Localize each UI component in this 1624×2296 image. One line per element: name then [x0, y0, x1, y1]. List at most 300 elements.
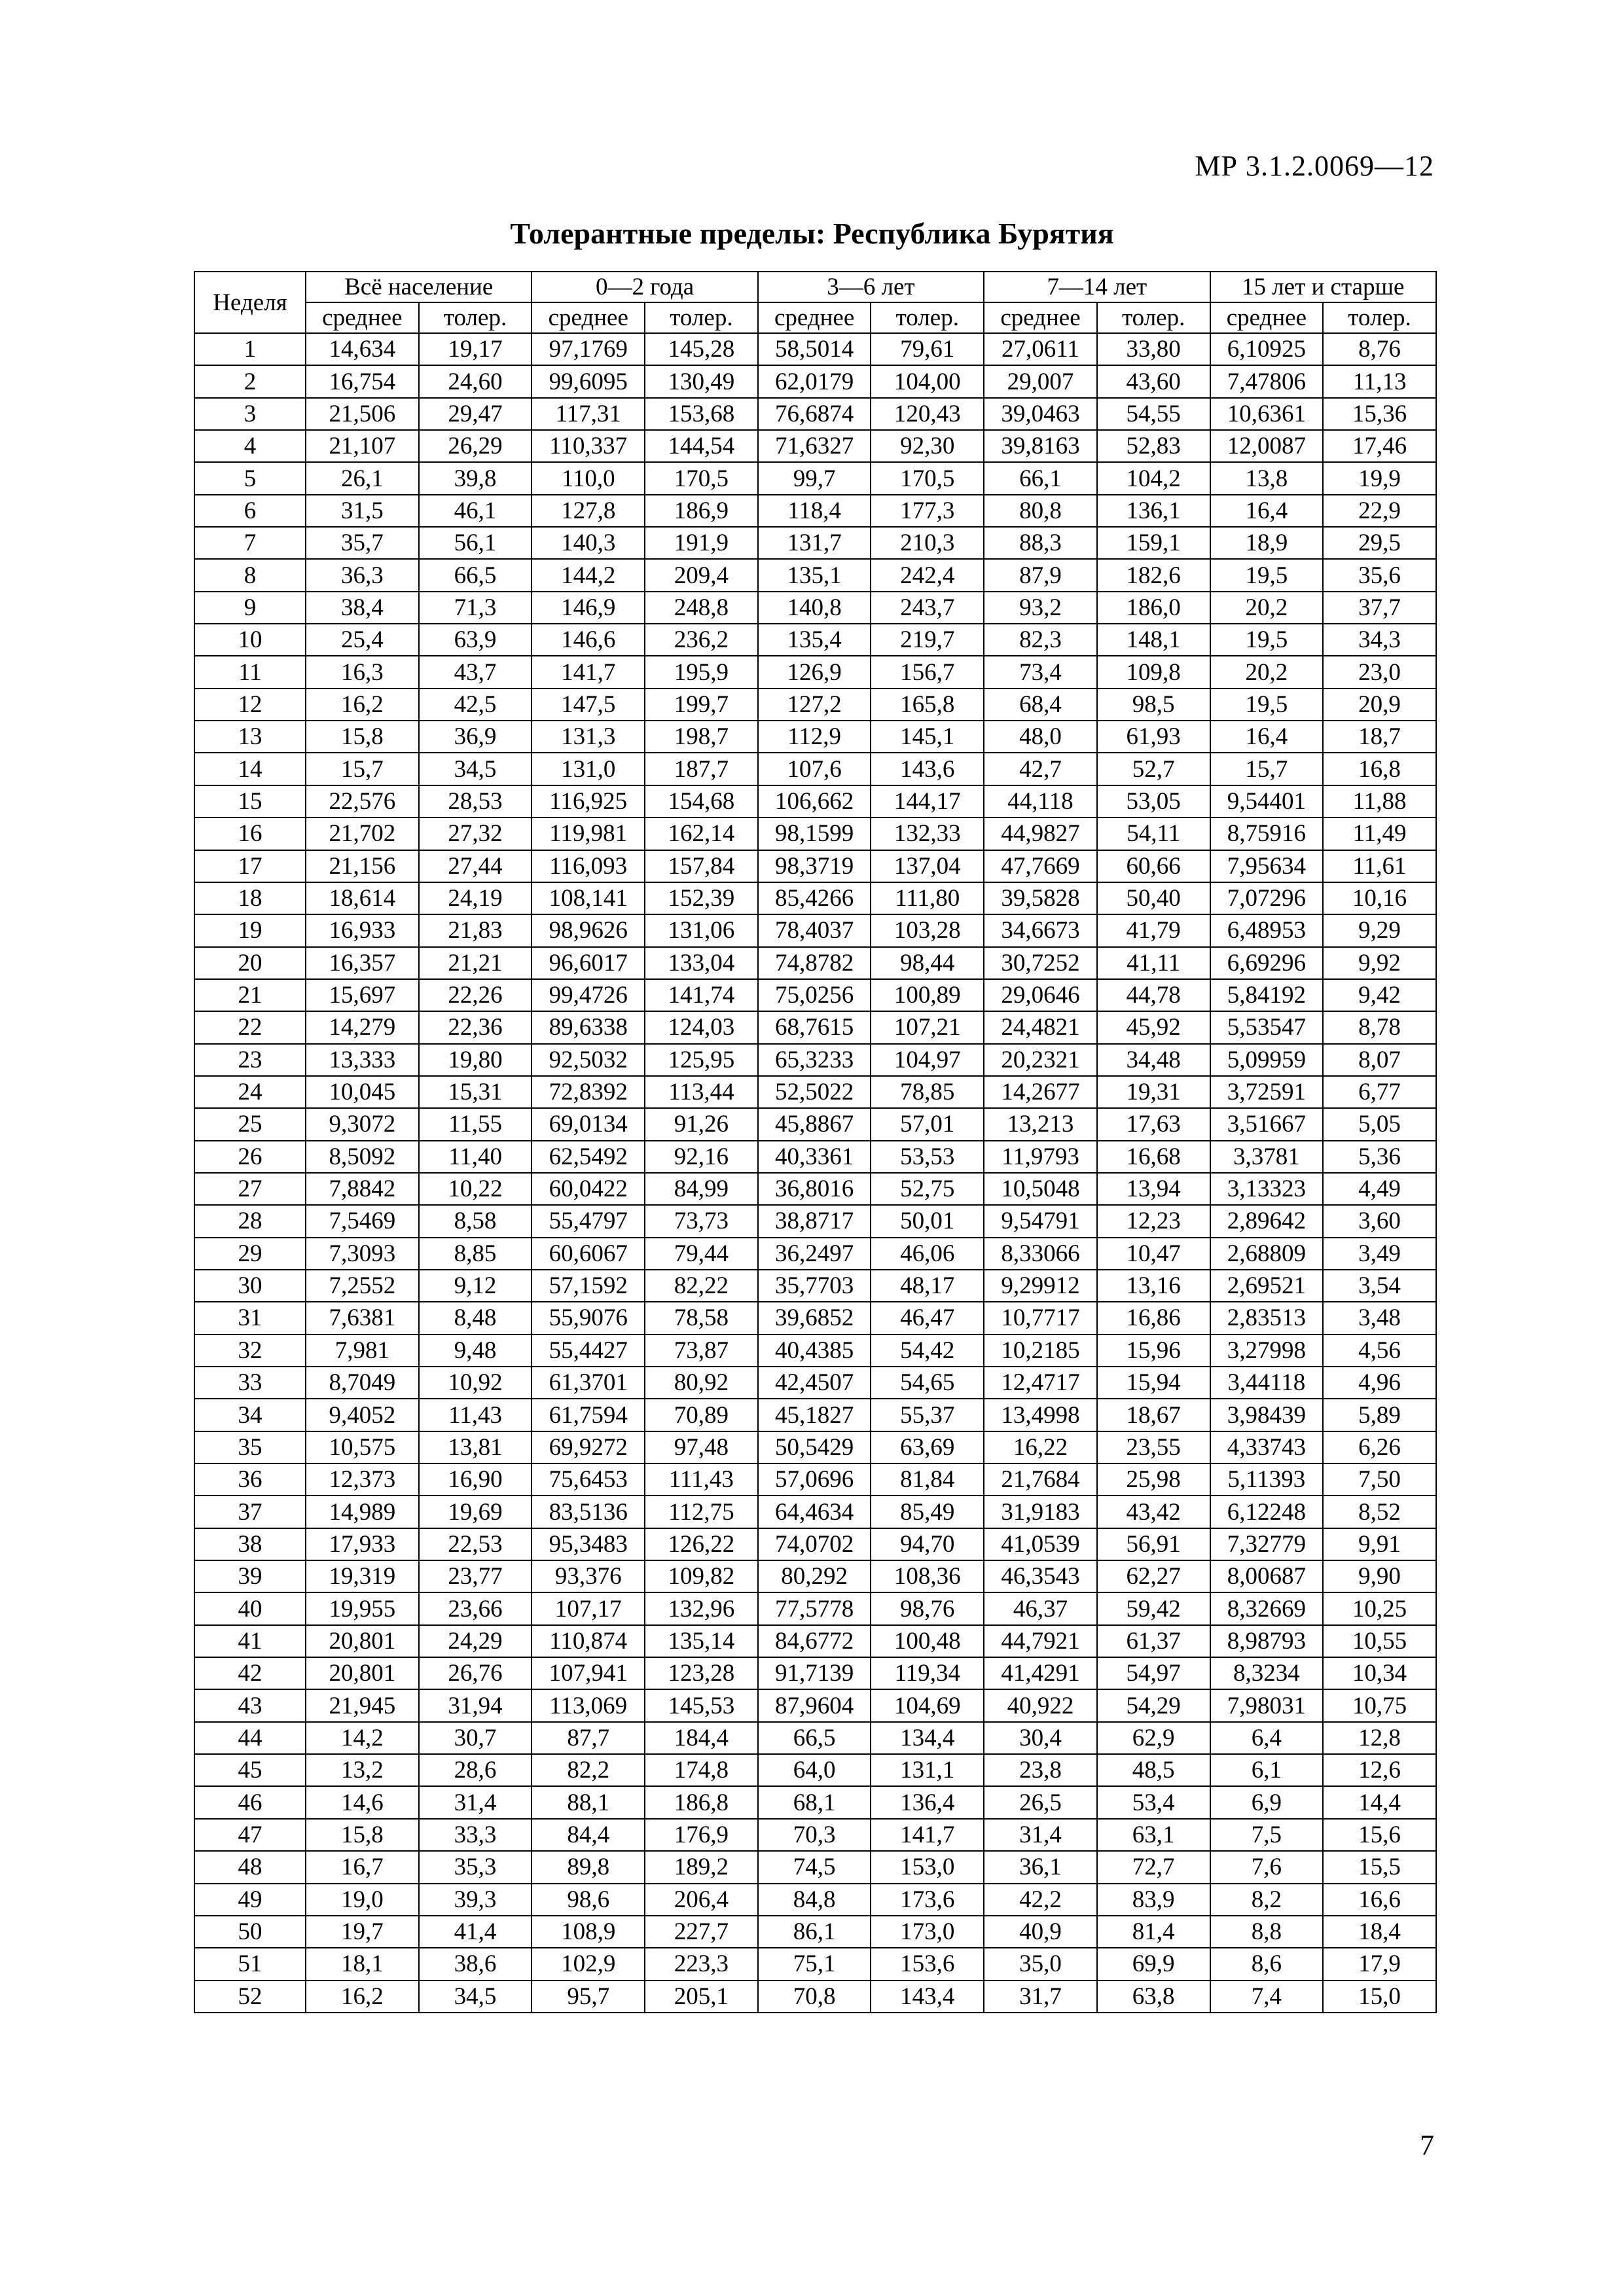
- value-cell: 4,49: [1323, 1173, 1436, 1205]
- value-cell: 7,6: [1210, 1851, 1324, 1883]
- value-cell: 4,56: [1323, 1335, 1436, 1367]
- value-cell: 10,045: [306, 1076, 419, 1108]
- value-cell: 99,6095: [532, 365, 645, 397]
- value-cell: 26,76: [419, 1657, 532, 1689]
- table-row: [194, 882, 1436, 914]
- week-cell: 51: [194, 1948, 306, 1980]
- value-cell: 84,6772: [758, 1625, 871, 1657]
- value-cell: 134,4: [871, 1722, 984, 1754]
- value-cell: 10,5048: [984, 1173, 1097, 1205]
- value-cell: 13,2: [306, 1754, 419, 1786]
- value-cell: 153,6: [871, 1948, 984, 1980]
- value-cell: 135,4: [758, 624, 871, 656]
- value-cell: 103,28: [871, 914, 984, 946]
- value-cell: 45,92: [1097, 1011, 1210, 1043]
- week-cell: 35: [194, 1431, 306, 1463]
- value-cell: 21,506: [306, 398, 419, 430]
- value-cell: 5,36: [1323, 1141, 1436, 1173]
- table-row: [194, 592, 1436, 624]
- value-cell: 127,8: [532, 495, 645, 527]
- table-row: [194, 1496, 1436, 1528]
- value-cell: 95,3483: [532, 1528, 645, 1560]
- value-cell: 10,55: [1323, 1625, 1436, 1657]
- value-cell: 3,72591: [1210, 1076, 1324, 1108]
- value-cell: 16,4: [1210, 721, 1324, 753]
- header-group-all: Всё население: [306, 272, 532, 302]
- value-cell: 227,7: [645, 1916, 758, 1948]
- value-cell: 16,8: [1323, 753, 1436, 785]
- value-cell: 170,5: [871, 462, 984, 494]
- value-cell: 7,6381: [306, 1302, 419, 1334]
- value-cell: 33,80: [1097, 333, 1210, 365]
- value-cell: 31,5: [306, 495, 419, 527]
- value-cell: 25,98: [1097, 1463, 1210, 1496]
- value-cell: 39,5828: [984, 882, 1097, 914]
- value-cell: 26,1: [306, 462, 419, 494]
- table-row: [194, 1560, 1436, 1592]
- value-cell: 174,8: [645, 1754, 758, 1786]
- value-cell: 3,98439: [1210, 1399, 1324, 1431]
- value-cell: 13,213: [984, 1108, 1097, 1140]
- week-cell: 16: [194, 817, 306, 850]
- value-cell: 143,6: [871, 753, 984, 785]
- value-cell: 55,37: [871, 1399, 984, 1431]
- value-cell: 60,6067: [532, 1238, 645, 1270]
- value-cell: 11,13: [1323, 365, 1436, 397]
- value-cell: 141,7: [532, 656, 645, 688]
- value-cell: 92,30: [871, 430, 984, 462]
- week-cell: 13: [194, 721, 306, 753]
- value-cell: 15,7: [1210, 753, 1324, 785]
- value-cell: 118,4: [758, 495, 871, 527]
- value-cell: 7,50: [1323, 1463, 1436, 1496]
- value-cell: 30,4: [984, 1722, 1097, 1754]
- table-row: [194, 850, 1436, 882]
- value-cell: 98,5: [1097, 689, 1210, 721]
- value-cell: 34,6673: [984, 914, 1097, 946]
- table-row: [194, 1044, 1436, 1076]
- value-cell: 48,17: [871, 1270, 984, 1302]
- week-cell: 9: [194, 592, 306, 624]
- value-cell: 73,87: [645, 1335, 758, 1367]
- value-cell: 25,4: [306, 624, 419, 656]
- value-cell: 10,47: [1097, 1238, 1210, 1270]
- header-mean: среднее: [984, 302, 1097, 333]
- value-cell: 16,86: [1097, 1302, 1210, 1334]
- value-cell: 16,22: [984, 1431, 1097, 1463]
- value-cell: 144,17: [871, 785, 984, 817]
- table-row: [194, 624, 1436, 656]
- value-cell: 14,6: [306, 1786, 419, 1818]
- table-row: [194, 1173, 1436, 1205]
- value-cell: 63,1: [1097, 1819, 1210, 1851]
- tolerance-table: [194, 271, 1437, 2013]
- value-cell: 11,9793: [984, 1141, 1097, 1173]
- value-cell: 35,6: [1323, 559, 1436, 591]
- value-cell: 46,1: [419, 495, 532, 527]
- value-cell: 54,42: [871, 1335, 984, 1367]
- value-cell: 205,1: [645, 1981, 758, 2013]
- value-cell: 24,60: [419, 365, 532, 397]
- page-number: 7: [1420, 2129, 1434, 2161]
- value-cell: 19,5: [1210, 689, 1324, 721]
- value-cell: 5,05: [1323, 1108, 1436, 1140]
- value-cell: 24,4821: [984, 1011, 1097, 1043]
- value-cell: 21,156: [306, 850, 419, 882]
- table-row: [194, 1625, 1436, 1657]
- value-cell: 36,1: [984, 1851, 1097, 1883]
- table-row: [194, 1722, 1436, 1754]
- value-cell: 38,6: [419, 1948, 532, 1980]
- value-cell: 14,279: [306, 1011, 419, 1043]
- table-row: [194, 1884, 1436, 1916]
- value-cell: 30,7252: [984, 947, 1097, 979]
- value-cell: 17,46: [1323, 430, 1436, 462]
- value-cell: 152,39: [645, 882, 758, 914]
- header-group-15-plus: 15 лет и старше: [1210, 272, 1436, 302]
- value-cell: 109,8: [1097, 656, 1210, 688]
- value-cell: 76,6874: [758, 398, 871, 430]
- value-cell: 12,8: [1323, 1722, 1436, 1754]
- value-cell: 23,55: [1097, 1431, 1210, 1463]
- value-cell: 119,34: [871, 1657, 984, 1689]
- value-cell: 54,55: [1097, 398, 1210, 430]
- week-cell: 31: [194, 1302, 306, 1334]
- value-cell: 12,4717: [984, 1367, 1097, 1399]
- value-cell: 68,7615: [758, 1011, 871, 1043]
- week-cell: 45: [194, 1754, 306, 1786]
- value-cell: 6,9: [1210, 1786, 1324, 1818]
- value-cell: 6,77: [1323, 1076, 1436, 1108]
- value-cell: 119,981: [532, 817, 645, 850]
- value-cell: 8,85: [419, 1238, 532, 1270]
- value-cell: 112,75: [645, 1496, 758, 1528]
- value-cell: 52,7: [1097, 753, 1210, 785]
- value-cell: 14,2: [306, 1722, 419, 1754]
- table-row: [194, 721, 1436, 753]
- value-cell: 8,32669: [1210, 1592, 1324, 1624]
- value-cell: 87,7: [532, 1722, 645, 1754]
- value-cell: 40,922: [984, 1689, 1097, 1721]
- value-cell: 34,5: [419, 1981, 532, 2013]
- value-cell: 66,1: [984, 462, 1097, 494]
- value-cell: 7,4: [1210, 1981, 1324, 2013]
- value-cell: 22,9: [1323, 495, 1436, 527]
- value-cell: 106,662: [758, 785, 871, 817]
- value-cell: 54,29: [1097, 1689, 1210, 1721]
- value-cell: 13,81: [419, 1431, 532, 1463]
- value-cell: 19,5: [1210, 624, 1324, 656]
- value-cell: 44,118: [984, 785, 1097, 817]
- value-cell: 92,16: [645, 1141, 758, 1173]
- value-cell: 3,48: [1323, 1302, 1436, 1334]
- value-cell: 46,06: [871, 1238, 984, 1270]
- value-cell: 104,00: [871, 365, 984, 397]
- header-group-0-2: 0—2 года: [532, 272, 757, 302]
- week-cell: 44: [194, 1722, 306, 1754]
- value-cell: 43,7: [419, 656, 532, 688]
- value-cell: 8,7049: [306, 1367, 419, 1399]
- week-cell: 25: [194, 1108, 306, 1140]
- value-cell: 100,48: [871, 1625, 984, 1657]
- value-cell: 3,60: [1323, 1205, 1436, 1237]
- value-cell: 135,1: [758, 559, 871, 591]
- value-cell: 104,2: [1097, 462, 1210, 494]
- table-row: [194, 559, 1436, 591]
- document-code: МР 3.1.2.0069—12: [1195, 150, 1434, 182]
- value-cell: 43,42: [1097, 1496, 1210, 1528]
- value-cell: 50,5429: [758, 1431, 871, 1463]
- value-cell: 14,2677: [984, 1076, 1097, 1108]
- value-cell: 35,7703: [758, 1270, 871, 1302]
- week-cell: 18: [194, 882, 306, 914]
- value-cell: 46,37: [984, 1592, 1097, 1624]
- header-tol: толер.: [419, 302, 532, 333]
- value-cell: 70,8: [758, 1981, 871, 2013]
- value-cell: 9,91: [1323, 1528, 1436, 1560]
- value-cell: 19,31: [1097, 1076, 1210, 1108]
- value-cell: 16,4: [1210, 495, 1324, 527]
- value-cell: 8,5092: [306, 1141, 419, 1173]
- value-cell: 11,88: [1323, 785, 1436, 817]
- value-cell: 27,0611: [984, 333, 1097, 365]
- value-cell: 54,11: [1097, 817, 1210, 850]
- value-cell: 79,61: [871, 333, 984, 365]
- value-cell: 34,5: [419, 753, 532, 785]
- value-cell: 15,5: [1323, 1851, 1436, 1883]
- value-cell: 19,69: [419, 1496, 532, 1528]
- value-cell: 7,3093: [306, 1238, 419, 1270]
- table-row: [194, 1076, 1436, 1108]
- value-cell: 236,2: [645, 624, 758, 656]
- value-cell: 48,5: [1097, 1754, 1210, 1786]
- value-cell: 15,31: [419, 1076, 532, 1108]
- value-cell: 15,6: [1323, 1819, 1436, 1851]
- value-cell: 10,25: [1323, 1592, 1436, 1624]
- value-cell: 17,933: [306, 1528, 419, 1560]
- value-cell: 9,54401: [1210, 785, 1324, 817]
- value-cell: 34,3: [1323, 624, 1436, 656]
- value-cell: 42,5: [419, 689, 532, 721]
- value-cell: 10,34: [1323, 1657, 1436, 1689]
- week-cell: 27: [194, 1173, 306, 1205]
- value-cell: 68,1: [758, 1786, 871, 1818]
- value-cell: 28,6: [419, 1754, 532, 1786]
- value-cell: 63,9: [419, 624, 532, 656]
- value-cell: 31,7: [984, 1981, 1097, 2013]
- header-tol: толер.: [645, 302, 758, 333]
- value-cell: 157,84: [645, 850, 758, 882]
- value-cell: 113,44: [645, 1076, 758, 1108]
- value-cell: 75,0256: [758, 979, 871, 1011]
- value-cell: 12,373: [306, 1463, 419, 1496]
- week-cell: 26: [194, 1141, 306, 1173]
- week-cell: 1: [194, 333, 306, 365]
- table-row: [194, 1302, 1436, 1334]
- value-cell: 102,9: [532, 1948, 645, 1980]
- value-cell: 100,89: [871, 979, 984, 1011]
- value-cell: 15,36: [1323, 398, 1436, 430]
- value-cell: 110,337: [532, 430, 645, 462]
- value-cell: 66,5: [758, 1722, 871, 1754]
- value-cell: 44,7921: [984, 1625, 1097, 1657]
- value-cell: 2,89642: [1210, 1205, 1324, 1237]
- value-cell: 31,4: [984, 1819, 1097, 1851]
- value-cell: 8,75916: [1210, 817, 1324, 850]
- value-cell: 21,107: [306, 430, 419, 462]
- week-cell: 8: [194, 559, 306, 591]
- value-cell: 24,19: [419, 882, 532, 914]
- value-cell: 136,1: [1097, 495, 1210, 527]
- value-cell: 23,66: [419, 1592, 532, 1624]
- week-cell: 33: [194, 1367, 306, 1399]
- value-cell: 124,03: [645, 1011, 758, 1043]
- value-cell: 177,3: [871, 495, 984, 527]
- value-cell: 29,007: [984, 365, 1097, 397]
- value-cell: 15,697: [306, 979, 419, 1011]
- value-cell: 6,26: [1323, 1431, 1436, 1463]
- value-cell: 11,55: [419, 1108, 532, 1140]
- value-cell: 80,292: [758, 1560, 871, 1592]
- value-cell: 248,8: [645, 592, 758, 624]
- table-row: [194, 1754, 1436, 1786]
- value-cell: 108,141: [532, 882, 645, 914]
- value-cell: 153,68: [645, 398, 758, 430]
- value-cell: 21,945: [306, 1689, 419, 1721]
- week-cell: 22: [194, 1011, 306, 1043]
- value-cell: 19,9: [1323, 462, 1436, 494]
- value-cell: 9,42: [1323, 979, 1436, 1011]
- value-cell: 85,4266: [758, 882, 871, 914]
- value-cell: 136,4: [871, 1786, 984, 1818]
- value-cell: 107,17: [532, 1592, 645, 1624]
- value-cell: 53,05: [1097, 785, 1210, 817]
- value-cell: 13,4998: [984, 1399, 1097, 1431]
- value-cell: 14,4: [1323, 1786, 1436, 1818]
- value-cell: 6,1: [1210, 1754, 1324, 1786]
- value-cell: 70,89: [645, 1399, 758, 1431]
- value-cell: 16,3: [306, 656, 419, 688]
- value-cell: 189,2: [645, 1851, 758, 1883]
- value-cell: 10,2185: [984, 1335, 1097, 1367]
- value-cell: 56,91: [1097, 1528, 1210, 1560]
- value-cell: 4,33743: [1210, 1431, 1324, 1463]
- value-cell: 53,53: [871, 1141, 984, 1173]
- table-row: [194, 1819, 1436, 1851]
- value-cell: 62,0179: [758, 365, 871, 397]
- value-cell: 146,6: [532, 624, 645, 656]
- value-cell: 39,8: [419, 462, 532, 494]
- value-cell: 242,4: [871, 559, 984, 591]
- value-cell: 162,14: [645, 817, 758, 850]
- value-cell: 2,68809: [1210, 1238, 1324, 1270]
- value-cell: 53,4: [1097, 1786, 1210, 1818]
- value-cell: 18,7: [1323, 721, 1436, 753]
- value-cell: 88,1: [532, 1786, 645, 1818]
- table-row: [194, 1270, 1436, 1302]
- table-row: [194, 817, 1436, 850]
- value-cell: 71,6327: [758, 430, 871, 462]
- value-cell: 29,5: [1323, 527, 1436, 559]
- table-row: [194, 785, 1436, 817]
- value-cell: 145,28: [645, 333, 758, 365]
- value-cell: 144,2: [532, 559, 645, 591]
- value-cell: 15,8: [306, 1819, 419, 1851]
- value-cell: 42,4507: [758, 1367, 871, 1399]
- value-cell: 83,9: [1097, 1884, 1210, 1916]
- value-cell: 60,66: [1097, 850, 1210, 882]
- value-cell: 89,8: [532, 1851, 645, 1883]
- value-cell: 52,83: [1097, 430, 1210, 462]
- value-cell: 19,955: [306, 1592, 419, 1624]
- value-cell: 7,981: [306, 1335, 419, 1367]
- week-cell: 12: [194, 689, 306, 721]
- header-mean: среднее: [758, 302, 871, 333]
- value-cell: 3,27998: [1210, 1335, 1324, 1367]
- value-cell: 8,07: [1323, 1044, 1436, 1076]
- value-cell: 16,2: [306, 1981, 419, 2013]
- value-cell: 9,4052: [306, 1399, 419, 1431]
- value-cell: 173,0: [871, 1916, 984, 1948]
- value-cell: 52,75: [871, 1173, 984, 1205]
- value-cell: 14,989: [306, 1496, 419, 1528]
- week-cell: 3: [194, 398, 306, 430]
- value-cell: 52,5022: [758, 1076, 871, 1108]
- value-cell: 209,4: [645, 559, 758, 591]
- value-cell: 5,11393: [1210, 1463, 1324, 1496]
- value-cell: 22,36: [419, 1011, 532, 1043]
- value-cell: 69,9: [1097, 1948, 1210, 1980]
- value-cell: 20,801: [306, 1657, 419, 1689]
- value-cell: 20,2: [1210, 592, 1324, 624]
- value-cell: 5,84192: [1210, 979, 1324, 1011]
- value-cell: 22,576: [306, 785, 419, 817]
- value-cell: 92,5032: [532, 1044, 645, 1076]
- value-cell: 9,29912: [984, 1270, 1097, 1302]
- value-cell: 187,7: [645, 753, 758, 785]
- value-cell: 16,754: [306, 365, 419, 397]
- table-row: [194, 1011, 1436, 1043]
- value-cell: 54,65: [871, 1367, 984, 1399]
- header-mean: среднее: [532, 302, 645, 333]
- value-cell: 186,8: [645, 1786, 758, 1818]
- value-cell: 91,7139: [758, 1657, 871, 1689]
- week-cell: 43: [194, 1689, 306, 1721]
- table-row: [194, 1948, 1436, 1980]
- header-mean: среднее: [306, 302, 419, 333]
- value-cell: 107,21: [871, 1011, 984, 1043]
- value-cell: 23,8: [984, 1754, 1097, 1786]
- value-cell: 10,575: [306, 1431, 419, 1463]
- value-cell: 19,319: [306, 1560, 419, 1592]
- value-cell: 104,69: [871, 1689, 984, 1721]
- week-cell: 50: [194, 1916, 306, 1948]
- value-cell: 243,7: [871, 592, 984, 624]
- value-cell: 72,7: [1097, 1851, 1210, 1883]
- value-cell: 19,0: [306, 1884, 419, 1916]
- value-cell: 170,5: [645, 462, 758, 494]
- value-cell: 86,1: [758, 1916, 871, 1948]
- value-cell: 19,7: [306, 1916, 419, 1948]
- value-cell: 78,4037: [758, 914, 871, 946]
- value-cell: 18,4: [1323, 1916, 1436, 1948]
- value-cell: 9,12: [419, 1270, 532, 1302]
- table-row: [194, 1431, 1436, 1463]
- week-cell: 32: [194, 1335, 306, 1367]
- value-cell: 21,21: [419, 947, 532, 979]
- value-cell: 8,52: [1323, 1496, 1436, 1528]
- week-cell: 46: [194, 1786, 306, 1818]
